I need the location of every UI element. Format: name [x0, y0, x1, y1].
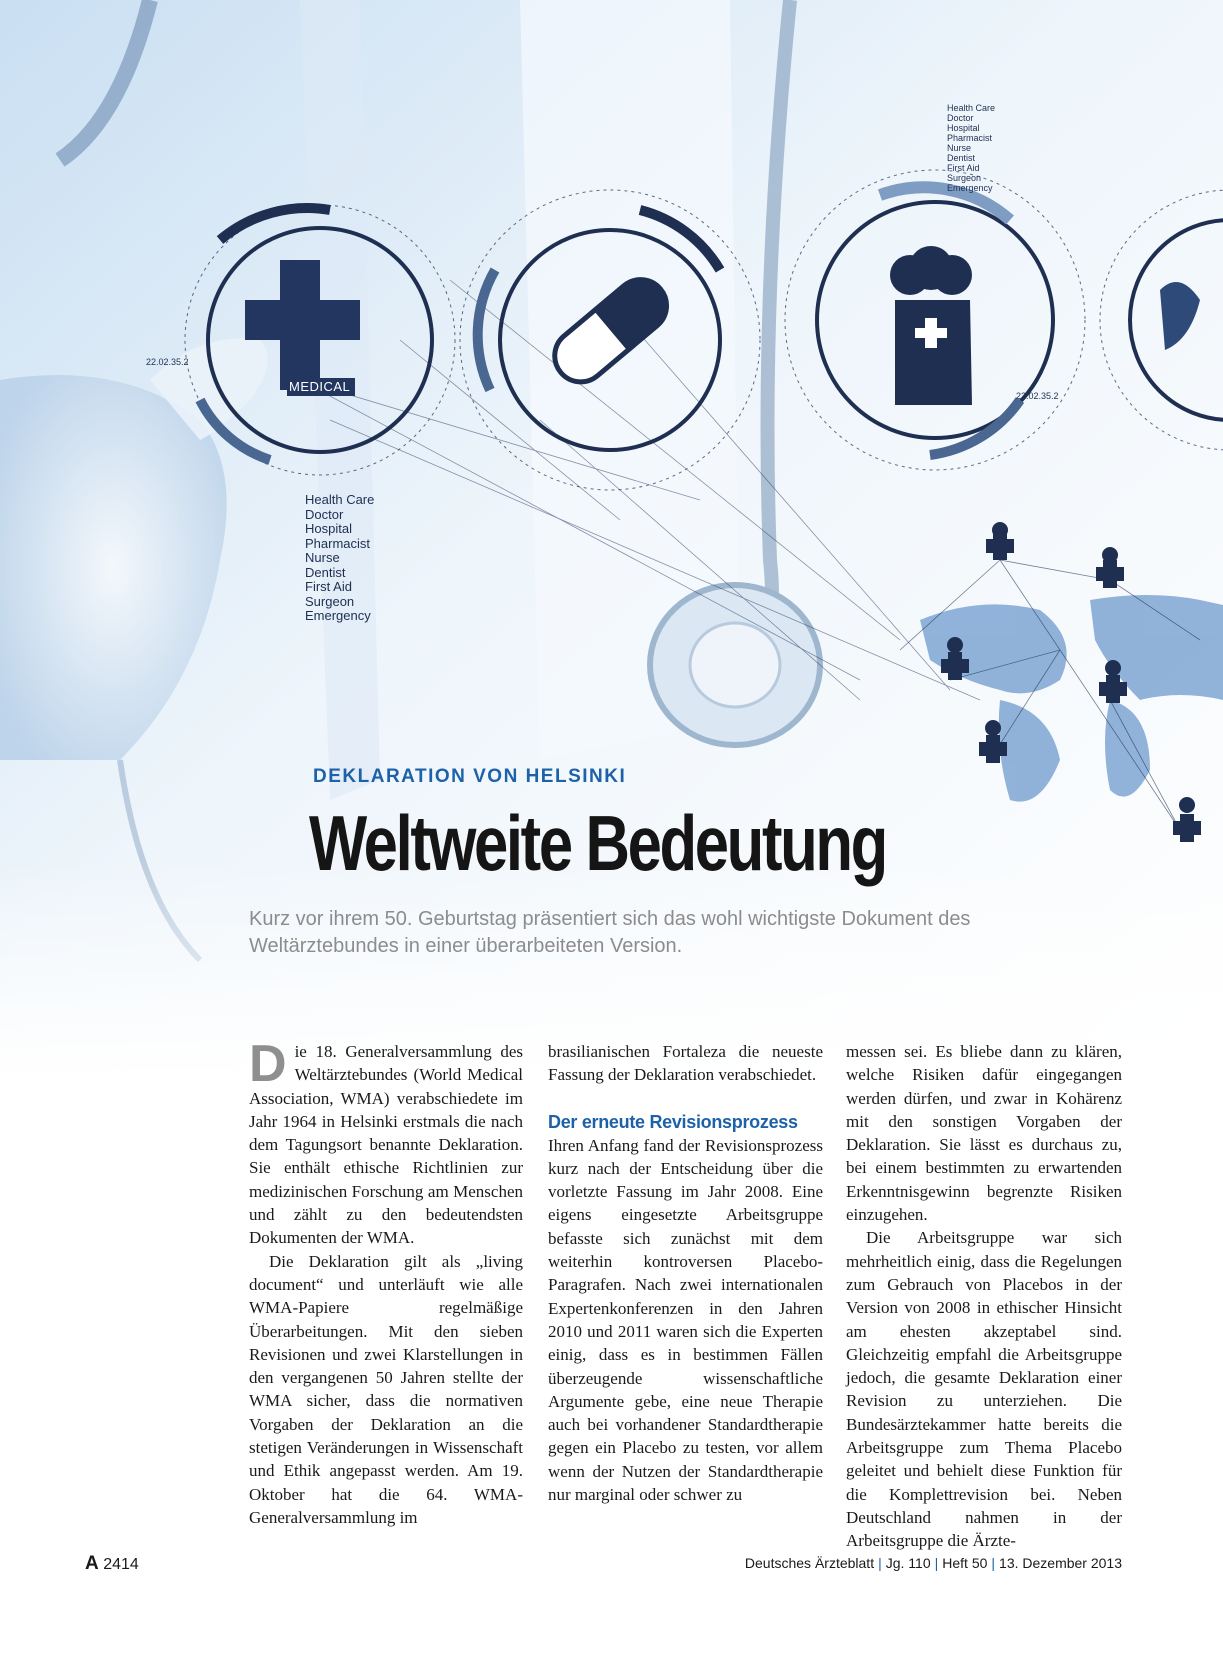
article-headline: Weltweite Bedeutung — [309, 799, 886, 887]
paragraph — [249, 1035, 523, 1250]
article-column-3 — [846, 1040, 1122, 1553]
paragraph: Die Deklaration gilt als „living document“ und unterläuft wie alle WMA-Papiere regelmäßige Überarbeitungen. Mit den sieben Revisionen und zwei Klarstellungen in den vergangenen 50 Jahren stellte der WMA sicher, dass die normativen Vorgaben der Deklaration an die stetigen Veränderungen in Wissenschaft und Ethik angepasst werden. Am 19. Oktober hat die 64. WMA-Generalversammlung im — [249, 1251, 523, 1527]
article-lead: Kurz vor ihrem 50. Geburtstag präsentiert sich das wohl wichtigste Dokument des Weltärztebundes in einer überarbeiteten Version. — [249, 908, 971, 957]
list-item: Hospital — [947, 123, 980, 133]
list-item: Hospital — [305, 521, 352, 536]
list-item: First Aid — [947, 163, 980, 173]
page-number — [85, 1553, 139, 1575]
journal-name: Deutsches Ärzteblatt — [744, 1555, 875, 1571]
list-item: Health Care — [947, 103, 996, 113]
article-column-1 — [249, 1035, 523, 1529]
list-item: Surgeon — [947, 173, 982, 183]
list-item: Pharmacist — [947, 133, 993, 143]
list-item: Emergency — [305, 608, 371, 623]
health-care-list-small — [947, 103, 995, 193]
journal-date: 13. Dezember 2013 — [999, 1555, 1122, 1571]
paragraph: Ihren Anfang fand der Revisionsprozess kurz nach der Entscheidung über die vorletzte Fassung im Jahr 2008. Eine eigens eingesetzte Arbeitsgruppe befasste sich zunächst mit dem weiterhin kontroversen Placebo-Paragrafen. Nach zwei internationalen Expertenkonferenzen in den Jahren 2010 und 2011 waren sich die Experten einig, dass es in bestimmen Fällen überzeugende wissenschaftliche Argumente gebe, eine neue Therapie auch bei vorhandener Standardtherapie gegen ein Placebo zu testen, vor allem wenn der Nutzen der Standardtherapie nur marginal oder schwer zu — [548, 1135, 823, 1505]
divider: | — [878, 1555, 882, 1571]
section-heading: Der erneute Revisionsprozess — [548, 1111, 798, 1132]
list-item: Doctor — [305, 506, 344, 522]
list-item: Emergency — [947, 183, 993, 193]
journal-volume: Jg. 110 — [885, 1555, 931, 1571]
paragraph: brasilianischen Fortaleza die neueste Fassung der Deklaration verabschiedet. — [548, 1042, 823, 1085]
code-label: 22.02.35.2 — [1016, 391, 1059, 401]
code-label: 22.02.35.2 — [146, 357, 189, 367]
list-item: Nurse — [305, 550, 340, 565]
drop-cap: D — [249, 1035, 287, 1093]
paragraph-text: ie 18. Generalversammlung des Weltärztebundes (World Medical Association, WMA) verabschiedete im Jahr 1964 in Helsinki erstmals die nach dem Tagungsort benannte Deklaration. Sie enthält ethische Richtlinien zur medizinischen Forschung am Menschen und zählt zu den bedeutendsten Dokumenten der WMA. — [249, 1042, 523, 1248]
health-care-list-large — [305, 493, 374, 624]
divider: | — [934, 1555, 939, 1571]
list-item: Surgeon — [305, 593, 355, 609]
list-item: Doctor — [947, 113, 974, 123]
paragraph: Die Arbeitsgruppe war sich mehrheitlich einig, dass die Regelungen zum Gebrauch von Placebos in der Version von 2008 in ethischer Hinsicht am ehesten akzeptabel sind. Gleichzeitig empfahl die Arbeitsgruppe jedoch, die gesamte Deklaration einer Revision zu unterziehen. Die Bundesärztekammer hatte bereits die Arbeitsgruppe zum Thema Placebo geleitet und behielt diese Funktion für die Komplettrevision bei. Neben Deutschland nahmen in der Arbeitsgruppe die Ärzte- — [846, 1228, 1122, 1551]
journal-issue: Heft 50 — [942, 1555, 988, 1571]
list-item: Dentist — [947, 153, 976, 163]
article-kicker: DEKLARATION VON HELSINKI — [313, 766, 627, 787]
list-item: Nurse — [947, 143, 972, 153]
page-prefix: A — [85, 1553, 99, 1574]
article-column-2 — [548, 1040, 823, 1506]
page-number-value: 2414 — [103, 1556, 139, 1573]
list-item: First Aid — [305, 579, 352, 594]
medical-label: MEDICAL — [289, 379, 351, 394]
paragraph: messen sei. Es bliebe dann zu klären, welche Risiken dafür eingegangen werden dürfen, und zwar in Kohärenz mit den sonstigen Vorgaben der Deklaration. Sie lässt es durchaus zu, bei einem bestimmten zu erwartenden Erkenntnisgewinn begrenzte Risiken einzugehen. — [846, 1042, 1122, 1225]
divider: | — [991, 1555, 996, 1571]
journal-footer — [745, 1555, 1122, 1571]
list-item: Pharmacist — [305, 535, 371, 551]
list-item: Health Care — [305, 492, 375, 507]
list-item: Dentist — [305, 564, 346, 580]
